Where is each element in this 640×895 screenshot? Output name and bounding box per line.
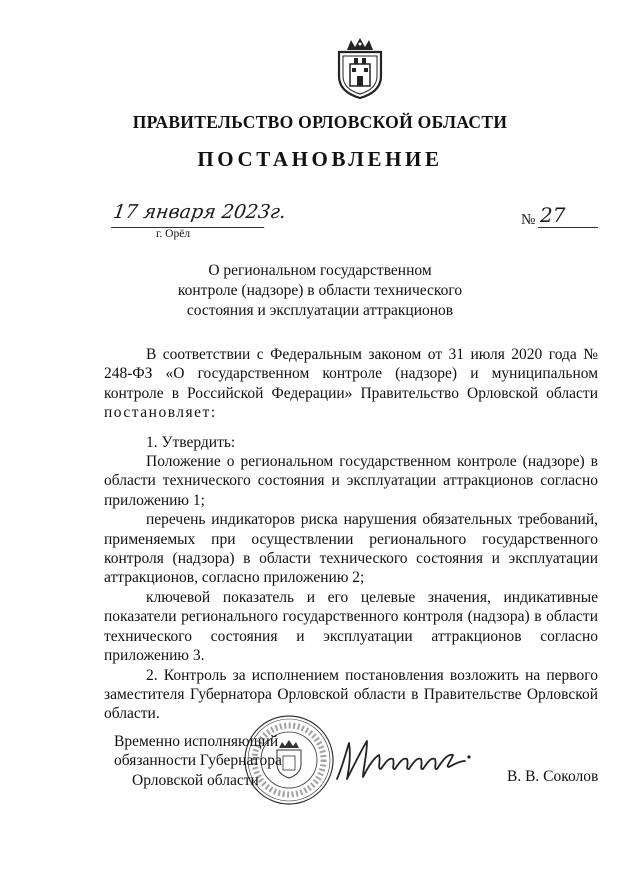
- position-line: Орловской области: [132, 771, 259, 789]
- resolves-word: постановляет:: [104, 404, 217, 422]
- subject-line: О региональном государственном: [208, 262, 432, 279]
- clause-2: 2. Контроль за исполнением постановления возложить на первого заместителя Губернатора Орловской области в Правительстве Орловской области.: [104, 666, 598, 723]
- clause-1-heading: 1. Утвердить:: [146, 433, 236, 451]
- clause-1b: перечень индикаторов риска нарушения обязательных требований, применяемых при осуществлении регионального государственного контроля (надзора) в области технического состояния и эксплуатации аттракционов, согласно приложению 2;: [104, 511, 598, 587]
- document-body: [104, 345, 598, 724]
- signatory-name: В. В. Соколов: [507, 768, 599, 785]
- document-date: 17 января 2023г.: [111, 201, 268, 228]
- preamble-text: В соответствии с Федеральным законом от 31 июля 2020 года № 248-ФЗ «О государственном контроле (надзоре) и муниципальном контроле в Российской Федерации» Правительство Орловской области: [104, 346, 598, 402]
- clause-1a: Положение о региональном государственном контроле (надзоре) в области технического состояния и эксплуатации аттракционов согласно приложению 1;: [104, 453, 598, 509]
- document-number: 27: [538, 203, 598, 228]
- position-line: обязанности Губернатора: [114, 752, 282, 770]
- signatory-position: [114, 732, 282, 790]
- government-title: ПРАВИТЕЛЬСТВО ОРЛОВСКОЙ ОБЛАСТИ: [132, 112, 508, 132]
- document-type: ПОСТАНОВЛЕНИЕ: [197, 147, 443, 171]
- subject-line: контроле (надзоре) в области технического: [177, 282, 463, 299]
- clause-1c: ключевой показатель и его целевые значения, индикативные показатели регионального государственного контроля (надзора) в области технического состояния и эксплуатации аттракционов согласно приложению 3.: [104, 588, 598, 665]
- subject-line: состояния и эксплуатации аттракционов: [186, 302, 454, 319]
- handwritten-signature-icon: [333, 735, 473, 785]
- document-subject: [150, 261, 490, 321]
- number-sign: №: [521, 212, 536, 228]
- preamble-paragraph: [104, 345, 598, 423]
- document-city: г. Орёл: [156, 228, 191, 240]
- coat-of-arms-icon: [333, 38, 387, 100]
- position-line: Временно исполняющий: [114, 733, 279, 750]
